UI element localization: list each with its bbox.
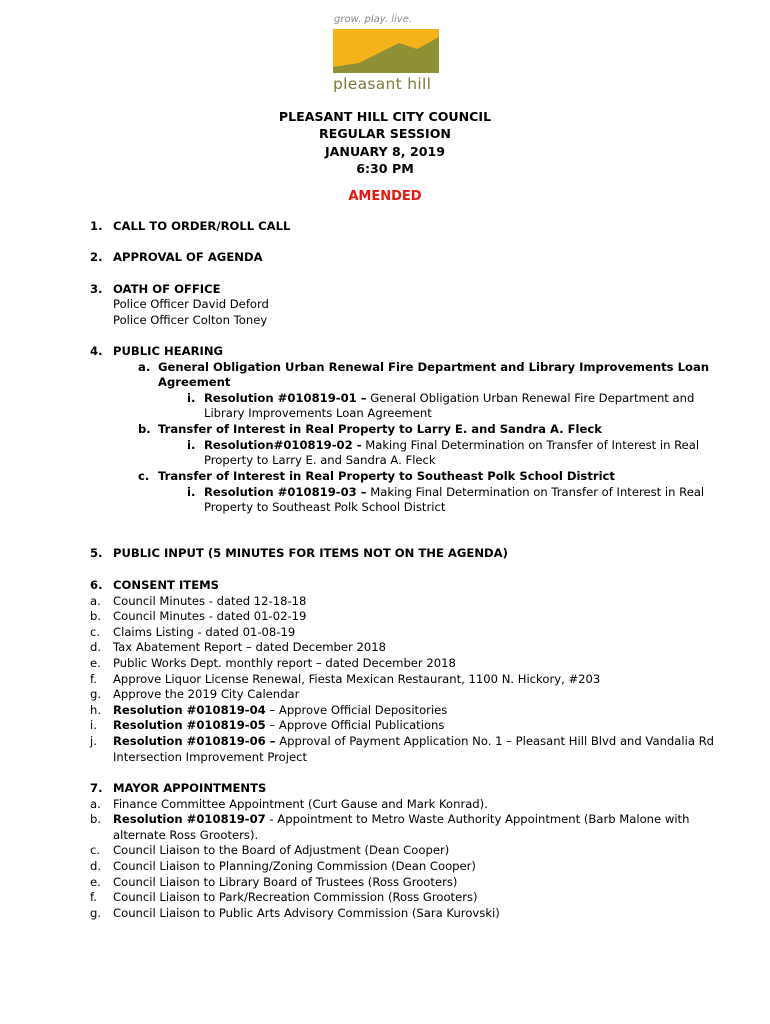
section-7-title: MAYOR APPOINTMENTS <box>113 781 267 795</box>
section-4-title: PUBLIC HEARING <box>113 344 224 358</box>
item-marker: c. <box>138 469 150 483</box>
consent-item: Council Minutes - dated 01-02-19 <box>113 609 307 623</box>
pleasant-hill-logo <box>330 14 442 96</box>
hearing-a-title-cont: Agreement <box>158 375 231 389</box>
resolution-number: Resolution #010819-04 <box>113 703 266 717</box>
item-marker: a. <box>90 797 101 811</box>
logo-name: pleasant hill <box>333 75 432 93</box>
appointment-item <box>113 812 689 828</box>
hearing-b-resolution <box>204 438 699 454</box>
item-marker: g. <box>90 906 102 920</box>
resolution-text: General Obligation Urban Renewal Fire Department and <box>366 391 695 405</box>
item-marker: a. <box>90 594 101 608</box>
hearing-c-resolution <box>204 485 704 501</box>
item-marker: d. <box>90 859 102 873</box>
resolution-text: Making Final Determination on Transfer of Interest in Real <box>361 438 700 452</box>
item-marker: j. <box>90 734 97 748</box>
item-marker: i. <box>187 485 196 499</box>
item-marker: g. <box>90 687 102 701</box>
consent-item: Council Minutes - dated 12-18-18 <box>113 594 307 608</box>
item-marker: c. <box>90 625 101 639</box>
resolution-number: Resolution #010819-07 <box>113 812 266 826</box>
hearing-b-title: Transfer of Interest in Real Property to Larry E. and Sandra A. Fleck <box>158 422 602 436</box>
item-marker: i. <box>90 718 97 732</box>
consent-item-cont: Intersection Improvement Project <box>113 750 307 764</box>
resolution-number: Resolution #010819-06 – <box>113 734 276 748</box>
appointment-item: Council Liaison to Library Board of Trustees (Ross Grooters) <box>113 875 458 889</box>
item-marker: d. <box>90 640 102 654</box>
item-marker: f. <box>90 890 97 904</box>
item-marker: e. <box>90 656 101 670</box>
resolution-number: Resolution #010819-03 – <box>204 485 367 499</box>
appointment-item: Council Liaison to Planning/Zoning Commission (Dean Cooper) <box>113 859 476 873</box>
section-2-title: APPROVAL OF AGENDA <box>113 250 263 264</box>
hearing-c-resolution-cont: Property to Southeast Polk School District <box>204 500 446 514</box>
consent-item <box>113 718 444 734</box>
consent-item: Approve the 2019 City Calendar <box>113 687 300 701</box>
section-1-number: 1. <box>90 219 103 233</box>
appointment-item: Council Liaison to the Board of Adjustment (Dean Cooper) <box>113 843 450 857</box>
meeting-time: 6:30 PM <box>356 161 414 177</box>
item-marker: c. <box>90 843 101 857</box>
resolution-text: Making Final Determination on Transfer of Interest in Real <box>366 485 705 499</box>
item-marker: b. <box>138 422 151 436</box>
appointment-item: Finance Committee Appointment (Curt Gause and Mark Konrad). <box>113 797 488 811</box>
consent-item <box>113 734 714 750</box>
consent-item: Tax Abatement Report – dated December 2018 <box>113 640 386 654</box>
resolution-text: – Approve Official Publications <box>265 718 445 732</box>
hill-icon <box>333 29 439 73</box>
item-marker: h. <box>90 703 102 717</box>
hearing-b-resolution-cont: Property to Larry E. and Sandra A. Fleck <box>204 453 436 467</box>
appointment-item-cont: alternate Ross Grooters). <box>113 828 259 842</box>
item-marker: i. <box>187 391 196 405</box>
consent-item: Approve Liquor License Renewal, Fiesta Mexican Restaurant, 1100 N. Hickory, #203 <box>113 672 601 686</box>
item-marker: a. <box>138 360 151 374</box>
resolution-number: Resolution #010819-01 – <box>204 391 367 405</box>
consent-item: Public Works Dept. monthly report – dated December 2018 <box>113 656 456 670</box>
section-6-number: 6. <box>90 578 103 592</box>
item-marker: f. <box>90 672 97 686</box>
item-marker: i. <box>187 438 196 452</box>
resolution-text: - Appointment to Metro Waste Authority Appointment (Barb Malone with <box>265 812 690 826</box>
session-title: REGULAR SESSION <box>319 126 451 142</box>
section-3-number: 3. <box>90 282 103 296</box>
section-4-number: 4. <box>90 344 103 358</box>
oath-item: Police Officer Colton Toney <box>113 313 268 327</box>
hearing-c-title: Transfer of Interest in Real Property to Southeast Polk School District <box>158 469 615 483</box>
resolution-text: – Approve Official Depositories <box>265 703 448 717</box>
appointment-item: Council Liaison to Public Arts Advisory Commission (Sara Kurovski) <box>113 906 500 920</box>
agenda-header <box>0 108 770 178</box>
amended-label: AMENDED <box>348 189 422 204</box>
logo-tagline: grow. play. live. <box>334 14 413 25</box>
section-7-number: 7. <box>90 781 103 795</box>
item-marker: e. <box>90 875 101 889</box>
appointment-item: Council Liaison to Park/Recreation Commission (Ross Grooters) <box>113 890 478 904</box>
hearing-a-resolution <box>204 391 694 407</box>
hearing-a-resolution-cont: Library Improvements Loan Agreement <box>204 406 432 420</box>
item-marker: b. <box>90 609 102 623</box>
section-6-title: CONSENT ITEMS <box>113 578 220 592</box>
hearing-a-title: General Obligation Urban Renewal Fire Department and Library Improvements Loan <box>158 360 710 374</box>
consent-item: Claims Listing - dated 01-08-19 <box>113 625 296 639</box>
section-1-title: CALL TO ORDER/ROLL CALL <box>113 219 291 233</box>
consent-item <box>113 703 447 719</box>
section-3-title: OATH OF OFFICE <box>113 282 221 296</box>
resolution-number: Resolution #010819-05 <box>113 718 266 732</box>
resolution-text: Approval of Payment Application No. 1 – Pleasant Hill Blvd and Vandalia Rd <box>275 734 715 748</box>
council-title: PLEASANT HILL CITY COUNCIL <box>278 109 492 124</box>
item-marker: b. <box>90 812 102 826</box>
section-5-title: PUBLIC INPUT (5 MINUTES FOR ITEMS NOT ON THE AGENDA) <box>113 546 508 560</box>
section-2-number: 2. <box>90 250 103 264</box>
section-5-number: 5. <box>90 546 103 560</box>
meeting-date: JANUARY 8, 2019 <box>324 143 446 159</box>
resolution-number: Resolution#010819-02 - <box>204 438 362 452</box>
oath-item: Police Officer David Deford <box>113 297 269 311</box>
